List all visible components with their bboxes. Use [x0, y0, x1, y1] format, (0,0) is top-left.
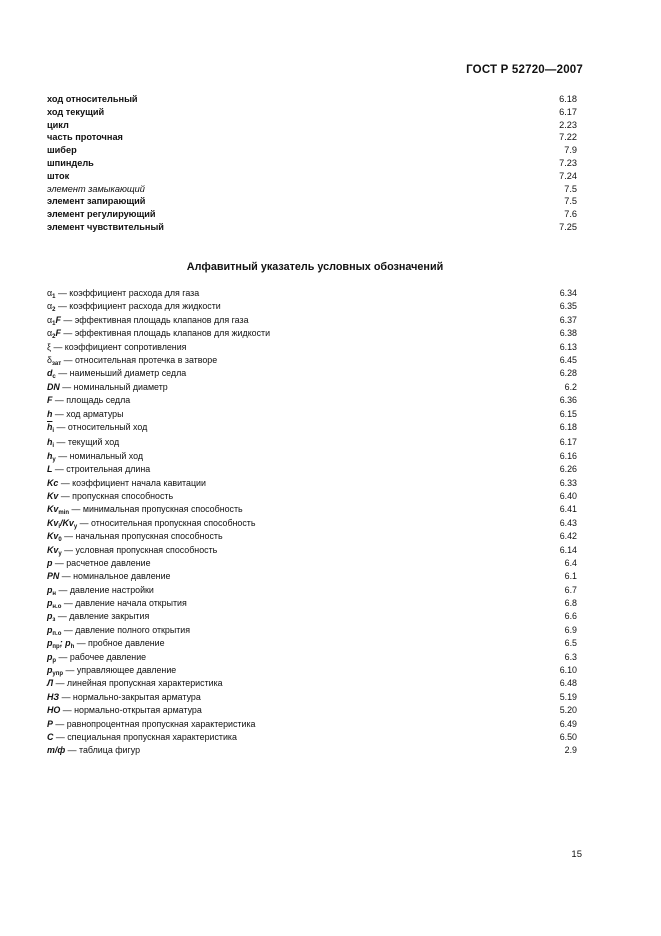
symbol-row [47, 408, 577, 421]
symbol: h [47, 408, 53, 419]
symbol: α [47, 288, 53, 298]
symbol-description: — нормально-открытая арматура [60, 705, 202, 716]
symbol-row [47, 704, 577, 717]
term-ref: 7.25 [559, 221, 577, 232]
symbol-entry [47, 584, 154, 597]
symbol-row [47, 314, 577, 327]
symbol-subscript: 1 [52, 320, 56, 327]
term-row [47, 183, 577, 196]
term-row [47, 157, 577, 170]
symbol-description: — коэффициент расхода для жидкости [55, 301, 221, 312]
symbol-entry [47, 651, 146, 664]
symbol-subscript: упр [52, 671, 64, 678]
symbol-entry [47, 341, 186, 354]
symbol: p [47, 651, 53, 662]
symbol-entry [47, 664, 176, 677]
symbol-description: — номинальное давление [59, 571, 171, 582]
term-text: цикл [47, 119, 69, 130]
symbol-row [47, 341, 577, 354]
symbol-description: — относительная протечка в затворе [61, 354, 218, 365]
symbol: Kv [47, 544, 59, 555]
symbol-row [47, 503, 577, 516]
symbol-row [47, 490, 577, 503]
symbol-subscript-2: h [70, 644, 75, 651]
symbol-entry [47, 394, 130, 407]
symbol-row [47, 637, 577, 650]
symbol: α [47, 314, 53, 325]
symbol: p [47, 665, 53, 676]
symbol-row [47, 530, 577, 543]
term-row [47, 221, 577, 234]
symbol-entry [47, 421, 147, 434]
symbol-entry [47, 503, 243, 516]
symbol-ref: 6.34 [559, 288, 577, 298]
symbol-ref: 5.20 [559, 705, 577, 716]
symbol-row [47, 381, 577, 394]
symbol: L [47, 464, 53, 475]
symbol-entry [47, 744, 140, 757]
symbol-entry [47, 314, 249, 327]
symbol-description: — текущий ход [54, 437, 120, 448]
symbol-row [47, 731, 577, 744]
symbol-subscript: min [58, 510, 70, 517]
symbol-subscript: y [52, 456, 56, 463]
term-text: ход текущий [47, 106, 105, 117]
term-ref: 7.6 [564, 209, 577, 220]
symbol: F [47, 395, 53, 406]
symbol-row [47, 597, 577, 610]
symbol-row [47, 624, 577, 637]
term-row [47, 131, 577, 144]
term-row [47, 93, 577, 106]
symbol: $\overline{h}$ [47, 421, 53, 432]
symbol-suffix: /Kv [60, 517, 74, 528]
symbol: DN [47, 381, 60, 392]
symbol-description: — ход арматуры [52, 408, 124, 419]
symbol-description: — номинальный ход [55, 450, 144, 461]
term-row [47, 106, 577, 119]
symbol-entry [47, 704, 202, 717]
symbol-ref: 6.18 [559, 421, 577, 432]
symbol-ref: 6.37 [559, 314, 577, 325]
symbol-subscript: н [52, 590, 57, 597]
symbol-description: — относительная пропускная способность [77, 517, 256, 528]
symbol-subscript: i [52, 443, 55, 450]
term-text: элемент замыкающий [47, 183, 145, 194]
symbol-entry [47, 287, 199, 300]
term-text: элемент регулирующий [47, 209, 156, 220]
symbol-ref: 6.40 [559, 490, 577, 501]
symbol: НО [47, 705, 61, 716]
symbol-ref: 6.1 [564, 571, 577, 582]
symbol-entry [47, 691, 201, 704]
symbol-ref: 6.36 [559, 395, 577, 406]
symbol-ref: 6.26 [559, 464, 577, 475]
term-text: шибер [47, 145, 77, 156]
symbol-subscript: 2 [52, 334, 56, 341]
symbol-description: — строительная длина [52, 464, 151, 475]
symbol-description: — эффективная площадь клапанов для газа [60, 314, 249, 325]
symbol: δ [47, 354, 52, 365]
symbol-row [47, 557, 577, 570]
symbol-row [47, 718, 577, 731]
symbol-ref: 6.38 [559, 328, 577, 339]
symbol-entry [47, 544, 217, 557]
symbol: p [47, 557, 53, 568]
symbol-entry [47, 300, 221, 313]
symbol-ref: 6.5 [564, 638, 577, 649]
symbol-row [47, 436, 577, 449]
symbol-description: — начальная пропускная способность [61, 531, 223, 542]
symbol-description: — специальная пропускная характеристика [53, 732, 237, 742]
symbol-entry [47, 327, 270, 340]
symbol: С [47, 732, 54, 742]
symbol-row [47, 517, 577, 530]
symbol-ref: 6.14 [559, 544, 577, 555]
symbol-description: — коэффициент начала кавитации [58, 477, 206, 488]
symbol-row [47, 421, 577, 437]
term-row [47, 195, 577, 208]
symbol-subscript: п.о [52, 630, 62, 637]
symbol-subscript: зат [51, 360, 62, 367]
term-row [47, 208, 577, 221]
term-row [47, 170, 577, 183]
symbol: p [47, 638, 53, 649]
symbol-ref: 6.45 [559, 354, 577, 365]
symbol-ref: 6.48 [559, 678, 577, 689]
symbol-description: — таблица фигур [65, 745, 141, 756]
symbol-description: — эффективная площадь клапанов для жидкости [60, 328, 271, 339]
symbol-ref: 6.7 [564, 584, 577, 595]
symbol-row [47, 570, 577, 583]
symbol-description: — давление полного открытия [61, 624, 191, 635]
symbol-entry [47, 517, 256, 530]
symbol-ref: 6.10 [559, 665, 577, 676]
term-row [47, 119, 577, 132]
symbol-description: — коэффициент сопротивления [50, 341, 187, 352]
symbol-ref: 6.49 [559, 718, 577, 729]
term-ref: 7.9 [564, 145, 577, 156]
symbol-description: — нормально-закрытая арматура [59, 691, 201, 702]
symbol-ref: 6.2 [564, 381, 577, 392]
symbol-suffix: F [55, 328, 61, 339]
symbol-description: — линейная пропускная характеристика [53, 678, 223, 689]
symbol-ref: 6.9 [564, 624, 577, 635]
symbol-entry [47, 718, 255, 731]
symbol-ref: 6.43 [559, 517, 577, 528]
symbols-index-title: Алфавитный указатель условных обозначений [186, 261, 444, 273]
symbol-row [47, 450, 577, 463]
symbol-subscript: з [52, 617, 56, 624]
term-text: элемент запирающий [47, 196, 146, 207]
symbol: Kv [47, 517, 59, 528]
symbol-entry [47, 597, 187, 610]
symbol-row [47, 651, 577, 664]
symbol-description: — равнопроцентная пропускная характеристика [52, 718, 256, 729]
symbol-ref: 6.41 [559, 504, 577, 515]
symbol-entry [47, 624, 190, 637]
symbol-description: — номинальный диаметр [59, 381, 168, 392]
symbol-description: — давление начала открытия [61, 598, 187, 609]
symbol: h [47, 437, 53, 448]
symbol-entry [47, 354, 217, 367]
symbol: α [47, 328, 53, 339]
symbol-ref: 6.17 [559, 437, 577, 448]
symbol-row [47, 584, 577, 597]
symbol-subscript: y [58, 550, 62, 557]
symbol-description: — рабочее давление [56, 651, 147, 662]
symbol-description: — расчетное давление [52, 557, 151, 568]
symbol-description: — минимальная пропускная способность [69, 504, 243, 515]
symbol-subscript: пр [52, 644, 60, 651]
symbol-entry [47, 530, 223, 543]
term-text: элемент чувствительный [47, 221, 164, 232]
symbol-entry [47, 570, 170, 583]
symbol-ref: 6.15 [559, 408, 577, 419]
symbols-index-list [47, 287, 577, 758]
symbol-description: — площадь седла [52, 395, 131, 406]
symbol-ref: 6.42 [559, 531, 577, 542]
page-number: 15 [571, 849, 582, 860]
symbol-row [47, 477, 577, 490]
symbol-ref: 2.9 [564, 745, 577, 756]
symbol-row [47, 610, 577, 623]
symbol-description: — давление закрытия [55, 611, 150, 622]
symbol-ref: 6.28 [559, 368, 577, 379]
symbol-entry [47, 677, 223, 690]
symbol-row [47, 394, 577, 407]
symbol-row [47, 327, 577, 340]
symbol-description: — коэффициент расхода для газа [55, 288, 200, 298]
term-ref: 6.17 [559, 106, 577, 117]
symbol-ref: 6.13 [559, 341, 577, 352]
term-text: шток [47, 170, 70, 181]
symbol-suffix: F [55, 314, 61, 325]
symbol-subscript-2: y [73, 523, 78, 530]
symbol: d [47, 368, 53, 379]
symbol-row [47, 664, 577, 677]
term-text: шпиндель [47, 157, 94, 168]
symbol-row [47, 354, 577, 367]
symbol: Л [47, 678, 54, 689]
symbol-entry [47, 463, 150, 476]
symbol: Р [47, 718, 53, 729]
symbol-entry [47, 408, 123, 421]
symbol-ref: 6.16 [559, 450, 577, 461]
term-row [47, 144, 577, 157]
symbol-subscript: р [52, 657, 57, 664]
document-code: ГОСТ Р 52720—2007 [466, 64, 583, 76]
symbol: Kc [47, 477, 59, 488]
symbol-ref: 6.4 [564, 557, 577, 568]
symbol-row [47, 287, 577, 300]
symbol: Kv [47, 531, 59, 542]
symbol-entry [47, 731, 237, 744]
symbol-entry [47, 490, 173, 503]
terms-index-list [47, 93, 577, 234]
symbol: α [47, 301, 53, 312]
term-ref: 7.22 [559, 132, 577, 143]
symbol-row [47, 677, 577, 690]
symbol-entry [47, 450, 143, 463]
symbol-entry [47, 477, 206, 490]
symbol-description: — давление настройки [56, 584, 154, 595]
symbol: p [47, 598, 53, 609]
symbol-ref: 5.19 [559, 691, 577, 702]
symbol-ref: 6.8 [564, 598, 577, 609]
symbol: p [47, 584, 53, 595]
symbol-ref: 6.6 [564, 611, 577, 622]
term-ref: 7.5 [564, 196, 577, 207]
symbol-description: — пропускная способность [58, 490, 174, 501]
symbol-ref: 6.33 [559, 477, 577, 488]
symbol: Kv [47, 490, 59, 501]
term-text: ход относительный [47, 94, 138, 104]
term-ref: 7.23 [559, 157, 577, 168]
symbol-row [47, 463, 577, 476]
symbol-description: — условная пропускная способность [61, 544, 218, 555]
symbol: PN [47, 571, 60, 582]
symbol-subscript: i [58, 523, 61, 530]
term-ref: 7.24 [559, 170, 577, 181]
symbol-row [47, 300, 577, 313]
symbol: ξ [47, 341, 51, 352]
symbol-entry [47, 381, 168, 394]
symbol-description: — относительный ход [54, 421, 148, 432]
symbol-row [47, 367, 577, 380]
symbol-description: — управляющее давление [63, 665, 177, 676]
symbol: Kv [47, 504, 59, 515]
symbol: p [47, 611, 53, 622]
symbol: h [47, 450, 53, 461]
term-ref: 2.23 [559, 119, 577, 130]
symbol-description: — наименьший диаметр седла [55, 368, 187, 379]
symbol-subscript: н.о [52, 604, 62, 611]
symbol-row [47, 544, 577, 557]
symbol-suffix: ; p [59, 638, 71, 649]
symbol-entry [47, 610, 149, 623]
symbol: p [47, 624, 53, 635]
term-ref: 6.18 [559, 94, 577, 104]
symbol-ref: 6.50 [559, 732, 577, 742]
symbol-subscript: 1 [52, 294, 56, 300]
symbol-ref: 6.3 [564, 651, 577, 662]
symbol-subscript: с [52, 374, 56, 381]
term-text: часть проточная [47, 132, 123, 143]
symbol: НЗ [47, 691, 60, 702]
symbol: т/ф [47, 745, 66, 756]
symbol-entry [47, 637, 165, 650]
symbol-row [47, 744, 577, 757]
symbol-entry [47, 436, 119, 449]
symbol-entry [47, 367, 186, 380]
symbol-row [47, 691, 577, 704]
symbol-subscript: 2 [52, 307, 56, 314]
symbol-description: — пробное давление [74, 638, 165, 649]
symbol-subscript: 0 [58, 537, 62, 544]
symbol-subscript: i [52, 427, 55, 434]
symbol-ref: 6.35 [559, 301, 577, 312]
symbol-entry [47, 557, 151, 570]
term-ref: 7.5 [564, 183, 577, 194]
